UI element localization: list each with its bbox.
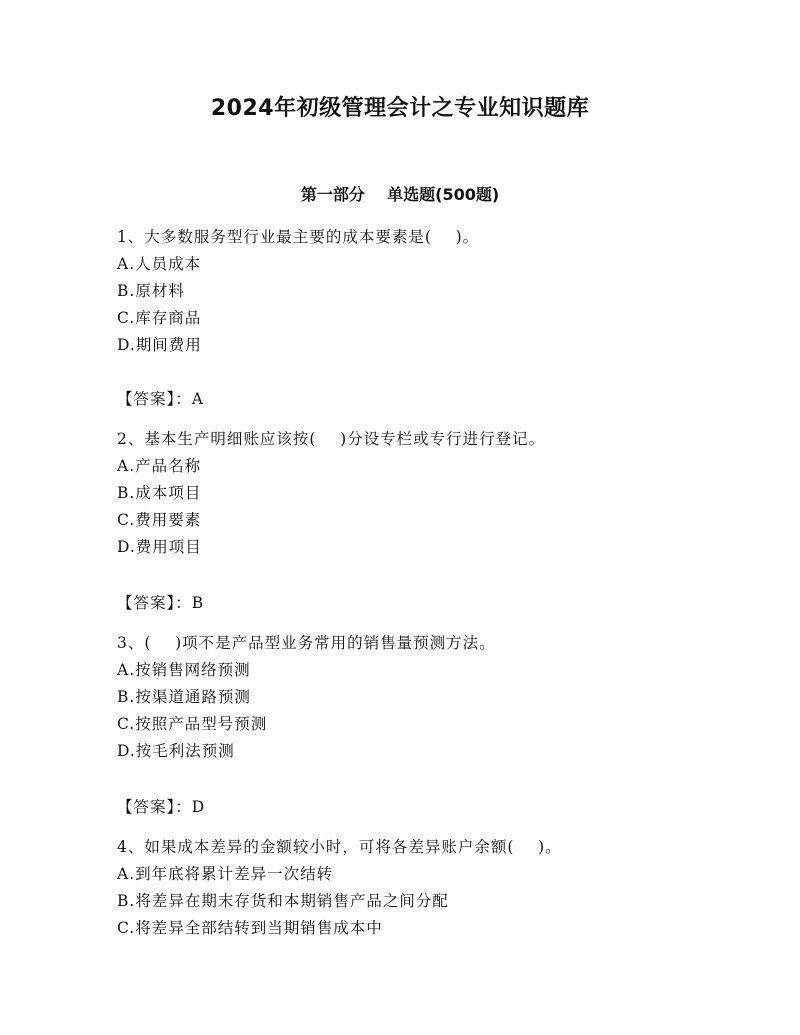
option-c: C.库存商品: [117, 309, 202, 327]
question-stem: 3、( )项不是产品型业务常用的销售量预测方法。: [117, 634, 496, 652]
option-c: C.按照产品型号预测: [117, 715, 268, 733]
option-b: B.将差异在期末存货和本期销售产品之间分配: [117, 892, 449, 910]
answer: 【答案】：B: [117, 594, 205, 612]
option-b: B.成本项目: [117, 484, 202, 502]
question-stem: 4、如果成本差异的金额较小时，可将各差异账户余额( )。: [117, 838, 562, 856]
option-c: C.将差异全部结转到当期销售成本中: [117, 919, 383, 937]
option-a: A.人员成本: [117, 255, 202, 273]
option-d: D.费用项目: [117, 538, 202, 556]
option-d: D.按毛利法预测: [117, 742, 235, 760]
page-title: 2024年初级管理会计之专业知识题库: [210, 96, 590, 121]
answer: 【答案】：D: [117, 798, 206, 816]
option-c: C.费用要素: [117, 511, 202, 529]
section-title: 第一部分 单选题(500题): [300, 185, 500, 204]
option-a: A.到年底将累计差异一次结转: [117, 865, 334, 883]
answer: 【答案】：A: [117, 390, 204, 408]
option-a: A.产品名称: [117, 457, 202, 475]
option-b: B.原材料: [117, 282, 185, 300]
option-a: A.按销售网络预测: [117, 661, 251, 679]
question-stem: 1、大多数服务型行业最主要的成本要素是( )。: [117, 228, 480, 246]
option-d: D.期间费用: [117, 336, 202, 354]
question-stem: 2、基本生产明细账应该按( )分设专栏或专行进行登记。: [117, 430, 546, 448]
option-b: B.按渠道通路预测: [117, 688, 251, 706]
